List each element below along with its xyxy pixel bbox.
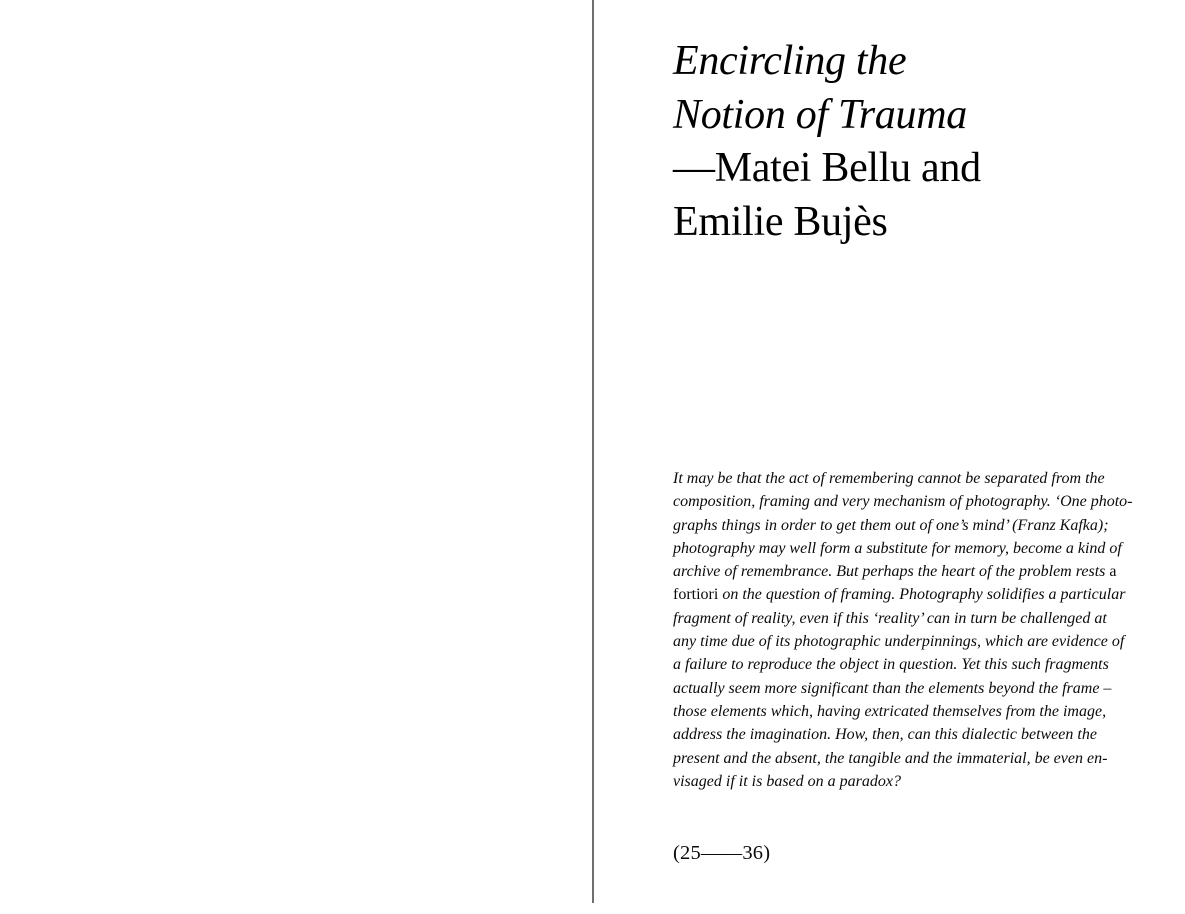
essay-line (673, 583, 1133, 606)
essay-line (673, 514, 1133, 537)
essay-text-segment: It may be that the act of remembering cannot be separated from the (673, 470, 1105, 487)
title-line: —Matei Bellu and (673, 145, 981, 191)
essay-line (673, 770, 1133, 793)
essay-text-segment: actually seem more significant than the elements beyond the frame – (673, 679, 1112, 697)
title-line: Emilie Bujès (673, 198, 888, 245)
essay-text-segment: composition, framing and very mechanism of photography. ‘One photo- (673, 493, 1133, 511)
essay-text-segment: present and the absent, the tangible and the immaterial, be even en- (673, 749, 1108, 767)
essay-line (673, 490, 1133, 513)
essay-text-segment: fortiori (673, 586, 723, 604)
essay-line (673, 677, 1133, 700)
essay-text-segment: photography may well form a substitute for memory, become a kind of (673, 539, 1122, 557)
essay-text-segment: visaged if it is based on a paradox? (673, 772, 901, 790)
essay-text-segment: address the imagination. How, then, can this dialectic between the (673, 726, 1097, 744)
essay-text-segment: a (1109, 563, 1117, 581)
title-line: Notion of Trauma (673, 91, 967, 138)
title-line: Encircling the (673, 38, 907, 84)
essay-line (673, 467, 1133, 490)
essay-line (673, 700, 1133, 723)
essay-line (673, 653, 1133, 676)
essay-text-segment: on the question of framing. Photography solidifies a particular (722, 586, 1126, 604)
essay-title (673, 35, 981, 249)
essay-text-segment: a failure to reproduce the object in question. Yet this such fragments (673, 656, 1109, 674)
essay-text-segment: graphs things in order to get them out of one’s mind’ (Franz Kafka); (673, 516, 1109, 534)
right-page (594, 0, 1185, 914)
left-page-blank (0, 0, 592, 914)
page-range: (25——36) (673, 842, 771, 864)
essay-line (673, 607, 1133, 630)
essay-line (673, 560, 1133, 583)
essay-text-segment: fragment of reality, even if this ‘reality’ can in turn be challenged at (673, 609, 1107, 627)
essay-line (673, 747, 1133, 770)
essay-line (673, 723, 1133, 746)
essay-text-segment: any time due of its photographic underpinnings, which are evidence of (673, 633, 1125, 651)
essay-text-segment: those elements which, having extricated themselves from the image, (673, 702, 1107, 720)
essay-text-segment: archive of remembrance. But perhaps the heart of the problem rests (673, 563, 1110, 581)
essay-line (673, 537, 1133, 560)
essay-paragraph (673, 467, 1133, 793)
essay-line (673, 630, 1133, 653)
